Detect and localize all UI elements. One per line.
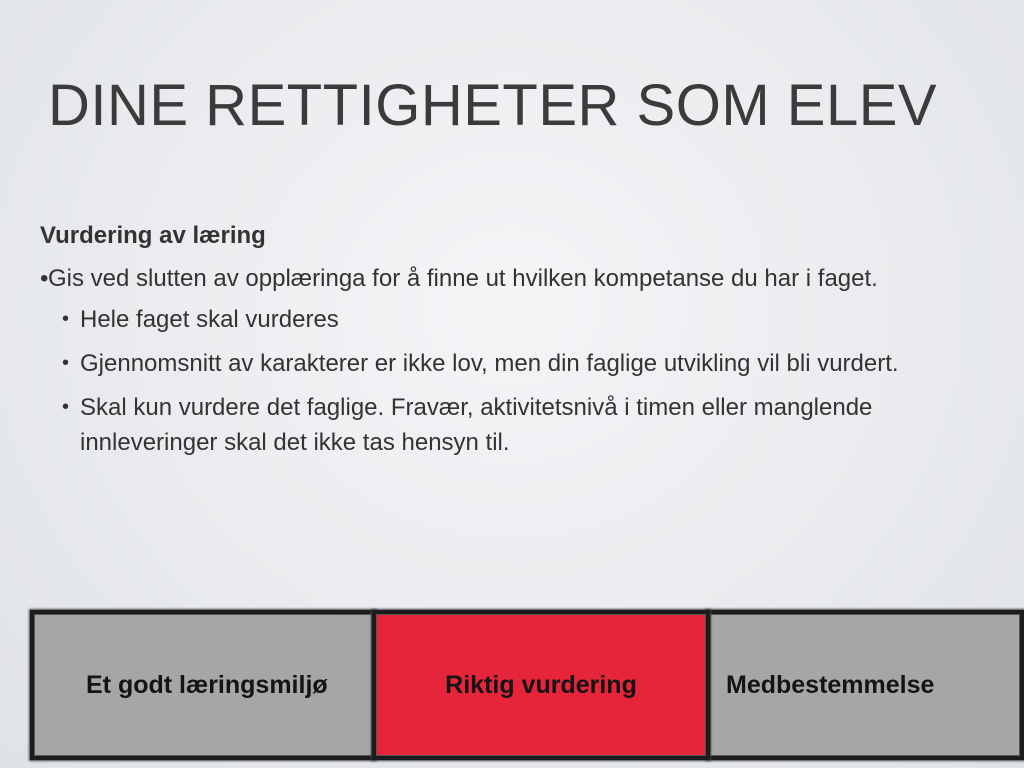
- section-nav-tabs: [30, 610, 1024, 768]
- tab-label: Et godt læringsmiljø: [86, 670, 328, 699]
- tab-riktig-vurdering[interactable]: [372, 610, 710, 760]
- sub-bullet-text: Hele faget skal vurderes: [80, 306, 339, 333]
- sub-bullet-item: [40, 302, 970, 337]
- bullet-marker: •: [62, 396, 70, 418]
- bullet-marker: •: [62, 308, 70, 330]
- tab-medbestemmelse[interactable]: [706, 610, 1024, 760]
- sub-bullet-text: Gjennomsnitt av karakterer er ikke lov, men din faglige utvikling vil bli vurdert.: [80, 350, 899, 377]
- bullet-marker: •: [62, 352, 70, 374]
- bullet-marker: •: [40, 265, 49, 292]
- tab-label: Riktig vurdering: [445, 670, 637, 699]
- slide-title: DINE RETTIGHETER SOM ELEV: [48, 73, 938, 138]
- slide-body: [40, 218, 970, 469]
- tab-godt-laeringsmiljo[interactable]: [30, 610, 376, 760]
- sub-bullet-item: [40, 390, 970, 460]
- section-heading: Vurdering av læring: [40, 222, 266, 249]
- main-bullet-text: Gis ved slutten av opplæringa for å finne ut hvilken kompetanse du har i faget.: [48, 265, 878, 292]
- sub-bullet-list: [40, 302, 970, 460]
- sub-bullet-text: Skal kun vurdere det faglige. Fravær, aktivitetsnivå i timen eller manglende innleveringer skal det ikke tas hensyn til.: [80, 394, 873, 456]
- tab-label: Medbestemmelse: [726, 670, 935, 699]
- sub-bullet-item: [40, 346, 970, 381]
- main-bullet: [40, 261, 970, 296]
